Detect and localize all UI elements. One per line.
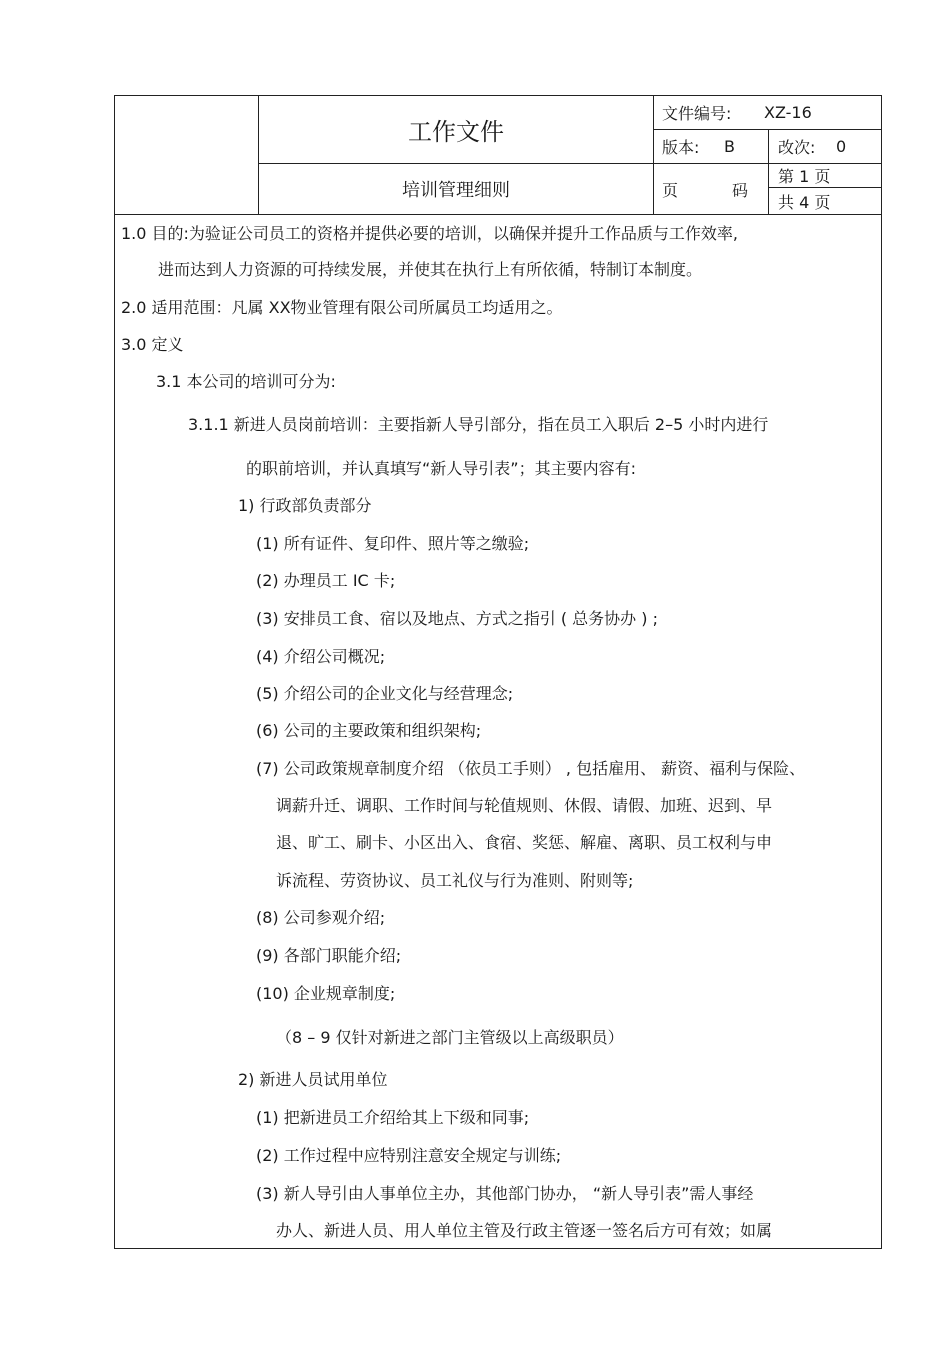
body-line: (10) 企业规章制度;: [256, 984, 396, 1003]
body-line: 2.0 适用范围：凡属 XX物业管理有限公司所属员工均适用之。: [121, 298, 563, 317]
header-bottom-rule: [114, 214, 882, 215]
body-line: (3) 新人导引由人事单位主办，其他部门协办， “新人导引表”需人事经: [256, 1184, 754, 1203]
version-label: 版本:: [662, 138, 700, 157]
body-line: 1.0 目的:为验证公司员工的资格并提供必要的培训，以确保并提升工作品质与工作效率,: [121, 224, 739, 243]
header-right-divider: [653, 95, 654, 214]
doc-number-label: 文件编号:: [662, 104, 732, 123]
body-line: (6) 公司的主要政策和组织架构;: [256, 721, 482, 740]
page-current: 第 1 页: [778, 167, 831, 186]
body-line: 调薪升迁、调职、工作时间与轮值规则、休假、请假、加班、迟到、早: [276, 796, 773, 815]
body-line: (1) 所有证件、复印件、照片等之缴验;: [256, 534, 530, 553]
body-line: (5) 介绍公司的企业文化与经营理念;: [256, 684, 514, 703]
body-line: (1) 把新进员工介绍给其上下级和同事;: [256, 1108, 530, 1127]
version-value: B: [724, 137, 735, 156]
body-line: 2) 新进人员试用单位: [238, 1070, 388, 1089]
body-line: (7) 公司政策规章制度介绍 （依员工手则） , 包括雇用、 薪资、福利与保险、: [256, 759, 806, 778]
page-total: 共 4 页: [778, 192, 831, 212]
revision-label: 改次:: [778, 138, 816, 157]
page-label-1: 页: [662, 180, 679, 200]
body-line: 诉流程、劳资协议、员工礼仪与行为准则、附则等;: [276, 871, 634, 890]
body-line: 3.0 定义: [121, 335, 184, 354]
body-line: 退、旷工、刷卡、小区出入、食宿、奖惩、解雇、离职、员工权利与申: [276, 833, 773, 852]
body-line: 进而达到人力资源的可持续发展，并使其在执行上有所依循，特制订本制度。: [158, 260, 703, 279]
body-line: (9) 各部门职能介绍;: [256, 946, 402, 965]
body-line: （8 – 9 仅针对新进之部门主管级以上高级职员）: [276, 1028, 624, 1047]
body-line: (2) 工作过程中应特别注意安全规定与训练;: [256, 1146, 562, 1165]
page-label-2: 码: [732, 180, 749, 200]
body-line: 办人、新进人员、用人单位主管及行政主管逐一签名后方可有效；如属: [276, 1221, 773, 1240]
body-line: 3.1 本公司的培训可分为:: [156, 372, 336, 391]
body-line: 的职前培训，并认真填写“新人导引表”；其主要内容有:: [246, 459, 636, 478]
body-line: 3.1.1 新进人员岗前培训：主要指新人导引部分，指在员工入职后 2–5 小时内进行: [188, 415, 769, 434]
body-line: (8) 公司参观介绍;: [256, 908, 386, 927]
revision-value: 0: [836, 137, 847, 156]
body-line: 1) 行政部负责部分: [238, 496, 372, 515]
body-line: (3) 安排员工食、宿以及地点、方式之指引 ( 总务协办 ) ;: [256, 609, 658, 628]
body-line: (2) 办理员工 IC 卡;: [256, 571, 396, 590]
document-subtitle: 培训管理细则: [402, 180, 510, 201]
document-title: 工作文件: [408, 118, 504, 146]
body-line: (4) 介绍公司概况;: [256, 647, 386, 666]
meta-column-divider: [768, 129, 769, 214]
doc-number-value: XZ-16: [764, 103, 812, 122]
